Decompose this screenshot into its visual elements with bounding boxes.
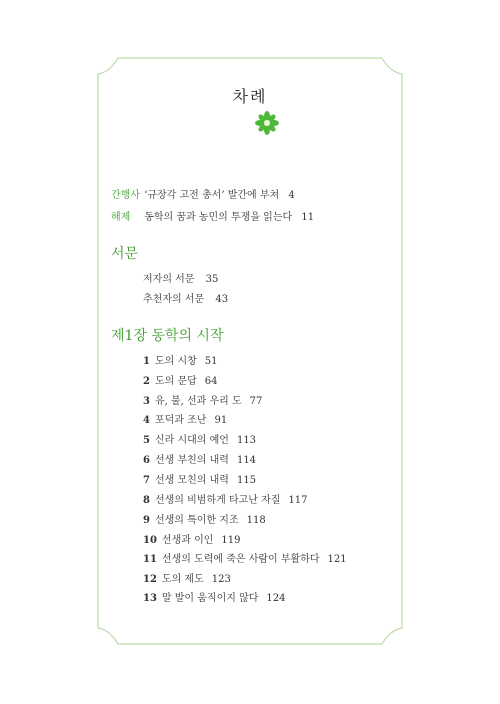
page-number: 123 [211,574,231,585]
page-number: 117 [288,495,308,506]
toc-entry [143,471,256,486]
entry-text: 말 발이 움직이지 않다 [161,593,259,604]
entry-text: 도의 시창 [154,356,197,367]
entry-text: 선생의 도력에 죽은 사람이 부활하다 [161,554,320,565]
entry-text: 유, 불, 선과 우리 도 [154,396,242,407]
page-number: 118 [246,515,266,526]
entry-text: 선생 부친의 내력 [154,455,229,466]
entry-number: 6 [143,455,150,466]
page-number: 115 [236,475,257,486]
toc-entry [143,411,227,426]
intro-entry-commentary [111,208,314,223]
entry-text: 선생과 이인 [161,535,214,546]
toc-entry [143,589,286,604]
toc-entry [143,451,256,466]
page-number: 77 [249,396,263,407]
entry-text: 도의 제도 [161,574,204,585]
entry-number: 11 [143,554,157,565]
toc-entry [143,531,241,546]
toc-entry [143,290,228,305]
entry-number: 5 [143,435,150,446]
entry-number: 2 [143,376,150,387]
page-number: 64 [204,376,218,387]
page-number: 114 [236,455,257,466]
toc-entry [143,550,347,565]
toc-entry [143,570,231,585]
intro-tag: 간행사 [111,190,140,201]
intro-text: 동학의 꿈과 농민의 투쟁을 읽는다 [144,212,293,223]
entry-number: 13 [143,593,157,604]
entry-number: 1 [143,356,150,367]
section-title-preface: 서문 [111,246,139,262]
entry-text: 선생의 특이한 지조 [154,515,239,526]
entry-text: 선생 모친의 내력 [154,475,229,486]
page-number: 11 [301,212,315,223]
toc-entry [143,392,262,407]
entry-number: 9 [143,515,150,526]
entry-text: 선생의 비범하게 타고난 자질 [154,495,281,506]
toc-entry [143,511,266,526]
page-number: 113 [236,435,257,446]
page-number: 43 [215,294,229,305]
entry-text: 신라 시대의 예언 [154,435,229,446]
entry-number: 7 [143,475,150,486]
entry-text: 도의 문답 [154,376,197,387]
entry-number: 12 [143,574,157,585]
toc-entry [143,352,218,367]
page-number: 91 [214,415,228,426]
toc-entry [143,372,218,387]
toc-entry [143,431,256,446]
page-title: 차례 [232,87,268,106]
page-number: 51 [204,356,218,367]
page-number: 4 [288,190,295,201]
entry-number: 3 [143,396,150,407]
entry-text: 포덕과 조난 [154,415,207,426]
intro-text: ‘규장각 고전 총서’ 발간에 부쳐 [144,190,280,201]
flower-ornament-icon [254,110,280,136]
entry-text: 추천자의 서문 [143,294,205,305]
entry-text: 저자의 서문 [143,274,195,285]
toc-entry [143,491,308,506]
page-number: 119 [221,535,241,546]
page-number: 121 [327,554,347,565]
page-number: 124 [266,593,286,604]
toc-entry [143,270,218,285]
intro-entry-preface [111,186,295,201]
page-number: 35 [205,274,219,285]
entry-number: 8 [143,495,150,506]
intro-tag: 해제 [111,212,131,223]
entry-number: 10 [143,535,157,546]
section-title-chapter-1: 제1장 동학의 시작 [111,328,224,344]
entry-number: 4 [143,415,150,426]
